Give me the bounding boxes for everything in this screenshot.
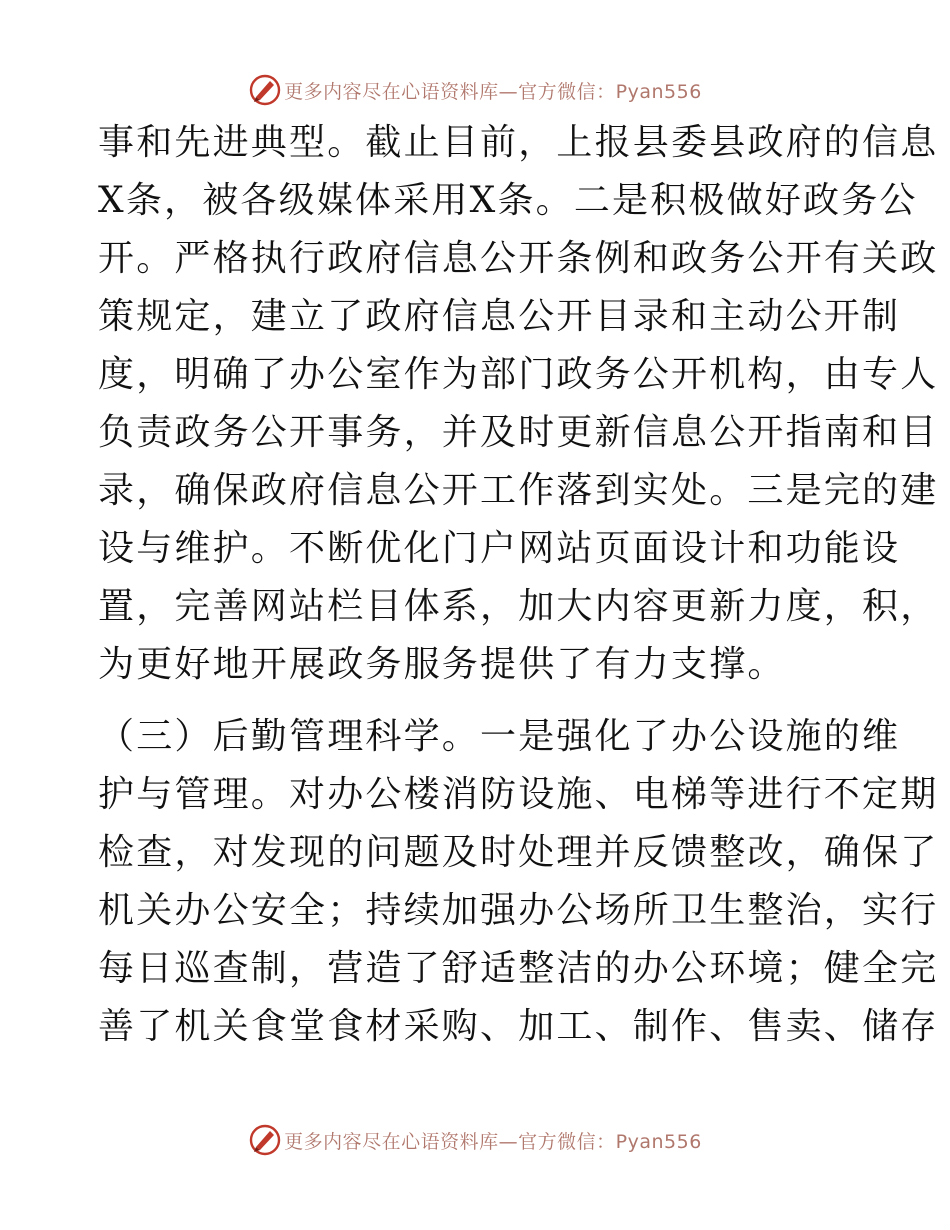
paragraph-1: [98, 114, 939, 694]
text-line: 每日巡查制，营造了舒适整洁的办公环境；健全完: [98, 948, 939, 989]
paragraph-spacer: [98, 694, 858, 708]
text-line: 录，确保政府信息公开工作落到实处。三是完的建: [98, 470, 939, 511]
text-line: 置，完善网站栏目体系，加大内容更新力度，积，: [98, 586, 939, 627]
pen-logo-icon: [248, 73, 282, 107]
text-line: 开。严格执行政府信息公开条例和政务公开有关政: [98, 238, 939, 279]
text-line: 策规定，建立了政府信息公开目录和主动公开制: [98, 296, 901, 337]
text-line: 检查，对发现的问题及时处理并反馈整改，确保了: [98, 832, 939, 873]
footer-watermark: [0, 1120, 950, 1160]
text-line: 为更好地开展政务服务提供了有力支撑。: [98, 644, 786, 685]
text-line: 事和先进典型。截止目前，上报县委县政府的信息: [98, 122, 939, 163]
text-line: 负责政务公开事务，并及时更新信息公开指南和目: [98, 412, 939, 453]
text-line: 度，明确了办公室作为部门政务公开机构，由专人: [98, 354, 939, 395]
text-line: 机关办公安全；持续加强办公场所卫生整治，实行: [98, 890, 939, 931]
text-line: 护与管理。对办公楼消防设施、电梯等进行不定期: [98, 774, 939, 815]
text-line: 设与维护。不断优化门户网站页面设计和功能设: [98, 528, 901, 569]
pen-logo-icon: [248, 1123, 282, 1157]
paragraph-2: [98, 708, 939, 1056]
text-line: （三）后勤管理科学。一是强化了办公设施的维: [98, 716, 901, 757]
header-watermark-text: 更多内容尽在心语资料库—官方微信：Pyan556: [284, 80, 702, 103]
text-line: X条，被各级媒体采用X条。二是积极做好政务公: [98, 180, 918, 221]
header-watermark: [0, 70, 950, 110]
text-line: 善了机关食堂食材采购、加工、制作、售卖、储存: [98, 1006, 939, 1047]
footer-watermark-text: 更多内容尽在心语资料库—官方微信：Pyan556: [284, 1130, 702, 1153]
document-body: [98, 114, 939, 1056]
